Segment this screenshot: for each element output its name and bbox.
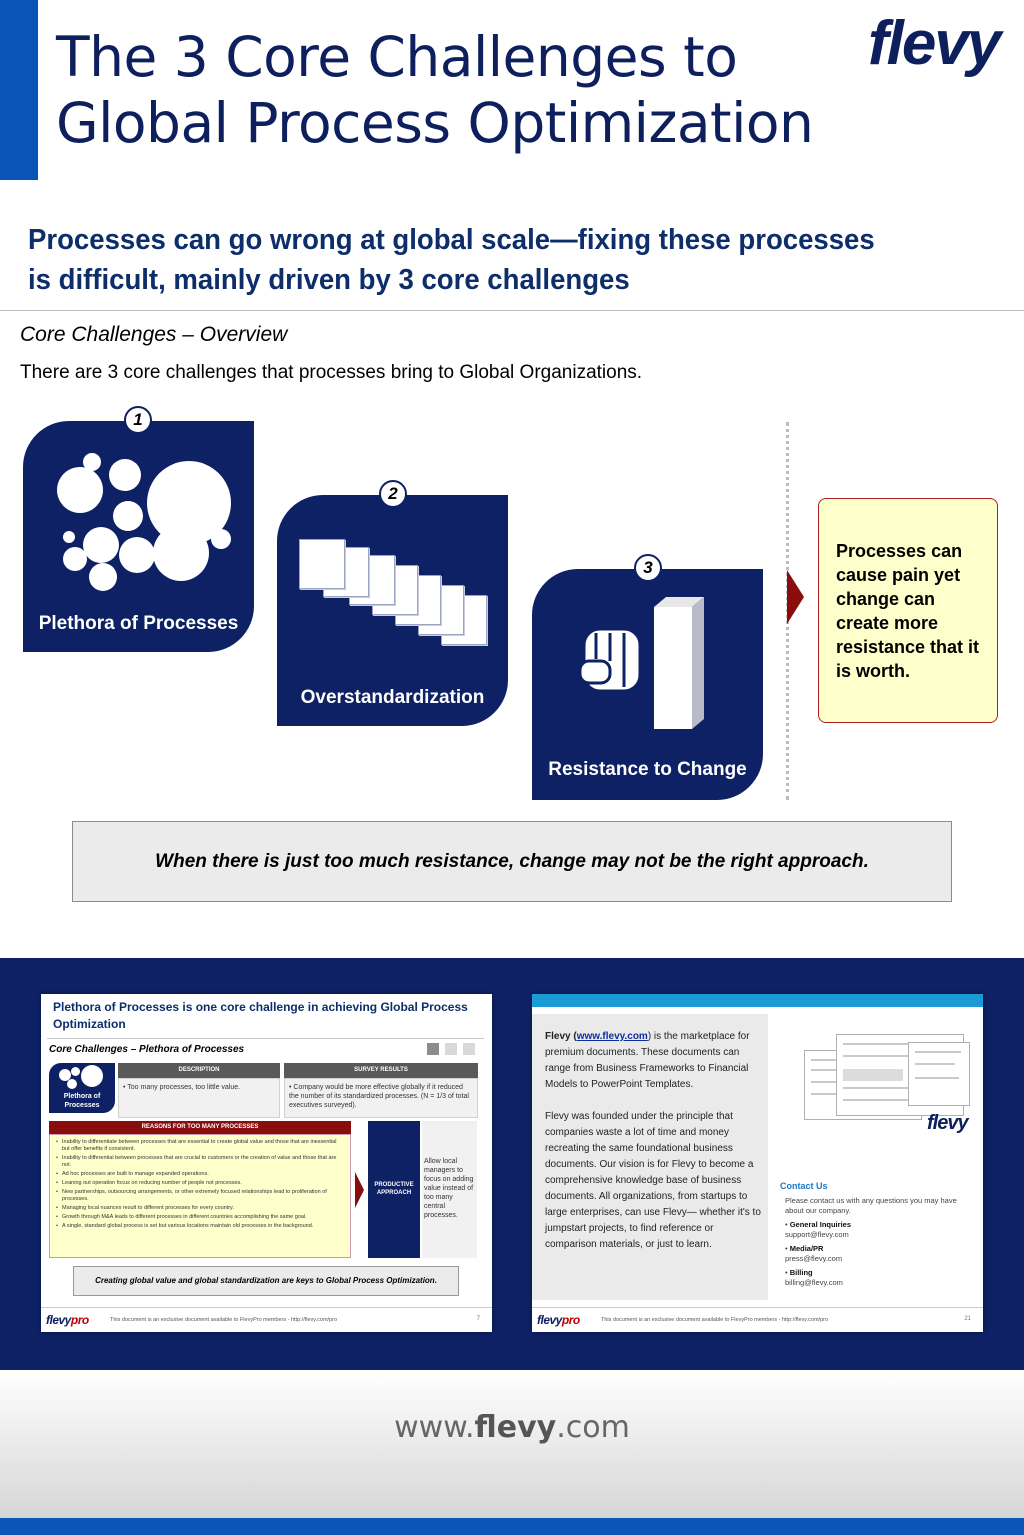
description-header: DESCRIPTION [118,1063,280,1078]
contact-email[interactable]: support@flevy.com [785,1230,849,1239]
survey-header: SURVEY RESULTS [284,1063,478,1078]
contact-item: • General Inquiries support@flevy.com [785,1220,851,1239]
reason-item: • A single, standard global process is set but various locations maintain old processes in the background. [56,1223,344,1230]
contact-item: • Media/PR press@flevy.com [785,1244,843,1263]
challenge-label: Plethora of Processes [38,613,239,634]
description-text: Too many processes, too little value. [127,1084,241,1091]
reason-item: • Managing local nuances result to different processes for every country. [56,1205,344,1212]
preview-footer-text: This document is an exclusive document available to FlevyPro members - http://flevy.com/pro [110,1317,338,1323]
reason-item: • Growth through M&A leads to different processes in different countries accomplishing the same goal. [56,1214,344,1221]
preview-title: Plethora of Processes is one core challenge in achieving Global Process Optimization [53,1000,468,1031]
contact-label: General Inquiries [789,1220,851,1229]
slide-nav-square [463,1043,475,1055]
preview-footer-rule [532,1307,983,1308]
challenge-card-resistance [532,569,763,800]
challenge-number-badge: 2 [379,480,407,508]
flevypro-logo [46,1313,89,1327]
slide-nav-square [427,1043,439,1055]
callout-box: Processes can cause pain yet change can create more resistance that it is worth. [818,498,998,723]
page-title: The 3 Core Challenges to Global Process Optimization [56,25,814,155]
slide-nav-square [445,1043,457,1055]
logo-part: flevy [537,1313,562,1327]
productive-approach-note: Allow local managers to focus on adding value instead of too many central processes. [422,1121,477,1258]
preview-footer-text: This document is an exclusive document available to FlevyPro members - http://flevy.com/pro [601,1317,829,1323]
flevy-logo: flevy [927,1112,968,1134]
arrow-right-icon [355,1172,364,1208]
survey-cell: • Company would be more effective globally if it reduced the number of its standardized processes. (N = 1/3 of total executives surveyed). [284,1078,478,1118]
challenge-number-badge: 3 [634,554,662,582]
contact-intro: Please contact us with any questions you may have about our company. [785,1196,957,1215]
contact-item: • Billing billing@flevy.com [785,1268,843,1287]
reasons-list [49,1134,351,1258]
url-part: .com [556,1410,630,1445]
contact-block [785,1196,975,1288]
url-part: flevy [474,1410,557,1445]
preview-top-bar [532,994,983,1007]
preview-title-rule [47,1038,484,1039]
preview-page-number: 7 [476,1316,480,1322]
challenge-card-overstandardization [277,495,508,726]
header-accent-bar [0,0,38,180]
flevy-logo[interactable]: flevy [868,9,1000,78]
productive-approach-box: PRODUCTIVE APPROACH [368,1121,420,1258]
challenge-label: Overstandardization [300,687,485,708]
intro-text: There are 3 core challenges that processes bring to Global Organizations. [20,362,643,383]
survey-text: Company would be more effective globally if it reduced the number of its standardized processes. (N = 1/3 of total executives surveyed). [289,1084,469,1109]
preview-footer-rule [41,1307,492,1308]
footer-url-link[interactable] [0,1410,1024,1445]
divider-rule [0,310,1024,311]
contact-email[interactable]: billing@flevy.com [785,1278,843,1287]
contact-heading: Contact Us [780,1181,828,1191]
mini-card-label: Plethora of Processes [63,1093,101,1109]
contact-label: Billing [789,1268,813,1277]
challenge-card-plethora [23,421,254,652]
flevy-link[interactable]: www.flevy.com [576,1031,648,1042]
logo-part: pro [70,1313,89,1327]
bottom-accent-bar [0,1518,1024,1535]
reason-item: • Leaning out operation focus on reducing number of people not processes. [56,1180,344,1187]
about-rest: ) is the marketplace for premium documents. These documents can range from Business Frameworks to Financial Models to PowerPoint Templates. [545,1031,750,1090]
reason-item: • New partnerships, outsourcing arrangements, or other extremely focused relationships lead to proliferation of processes. [56,1189,344,1203]
preview-banner: Creating global value and global standardization are keys to Global Process Optimization. [73,1266,459,1296]
contact-label: Media/PR [789,1244,824,1253]
preview-slide-about-flevy[interactable] [532,994,983,1332]
challenge-label: Resistance to Change [548,759,747,780]
arrow-right-icon [787,570,804,624]
conclusion-banner: When there is just too much resistance, change may not be the right approach. [72,821,952,902]
reasons-header: REASONS FOR TOO MANY PROCESSES [49,1121,351,1134]
page-subtitle: Processes can go wrong at global scale—fixing these processes is difficult, mainly driven by 3 core challenges [28,224,875,296]
about-text [545,1029,761,1253]
reason-item: • Inability to differentiate between processes that are essential to create global value and those that are inessential but offer benefits if consistent. [56,1139,344,1153]
description-cell: • Too many processes, too little value. [118,1078,280,1118]
reason-item: • Inability to differential between processes that are crucial to customers or the creation of value and those that are not. [56,1155,344,1169]
section-heading: Core Challenges – Overview [20,323,288,346]
preview-page-number: 21 [964,1316,971,1322]
logo-part: flevy [46,1313,71,1327]
preview-slide-plethora[interactable] [41,994,492,1332]
url-part: www. [394,1410,475,1445]
preview-subheading: Core Challenges – Plethora of Processes [49,1044,245,1055]
about-paragraph-2: Flevy was founded under the principle that companies waste a lot of time and money recreating the same foundational business documents. Our vision is for Flevy to become a comprehensive knowledge base of business documents. All organizations, from startups to large enterprises, can use Flevy— whether it's to jumpstart projects, to find reference or comparison materials, or just to learn. [545,1111,761,1250]
logo-part: pro [561,1313,580,1327]
about-prefix: Flevy ( [545,1031,577,1042]
fist-against-wall-icon [532,569,763,749]
contact-email[interactable]: press@flevy.com [785,1254,843,1263]
reason-item: • Ad hoc processes are built to manage expanded operations. [56,1171,344,1178]
mini-challenge-card [49,1063,115,1113]
challenge-number-badge: 1 [124,406,152,434]
flevypro-logo [537,1313,580,1327]
